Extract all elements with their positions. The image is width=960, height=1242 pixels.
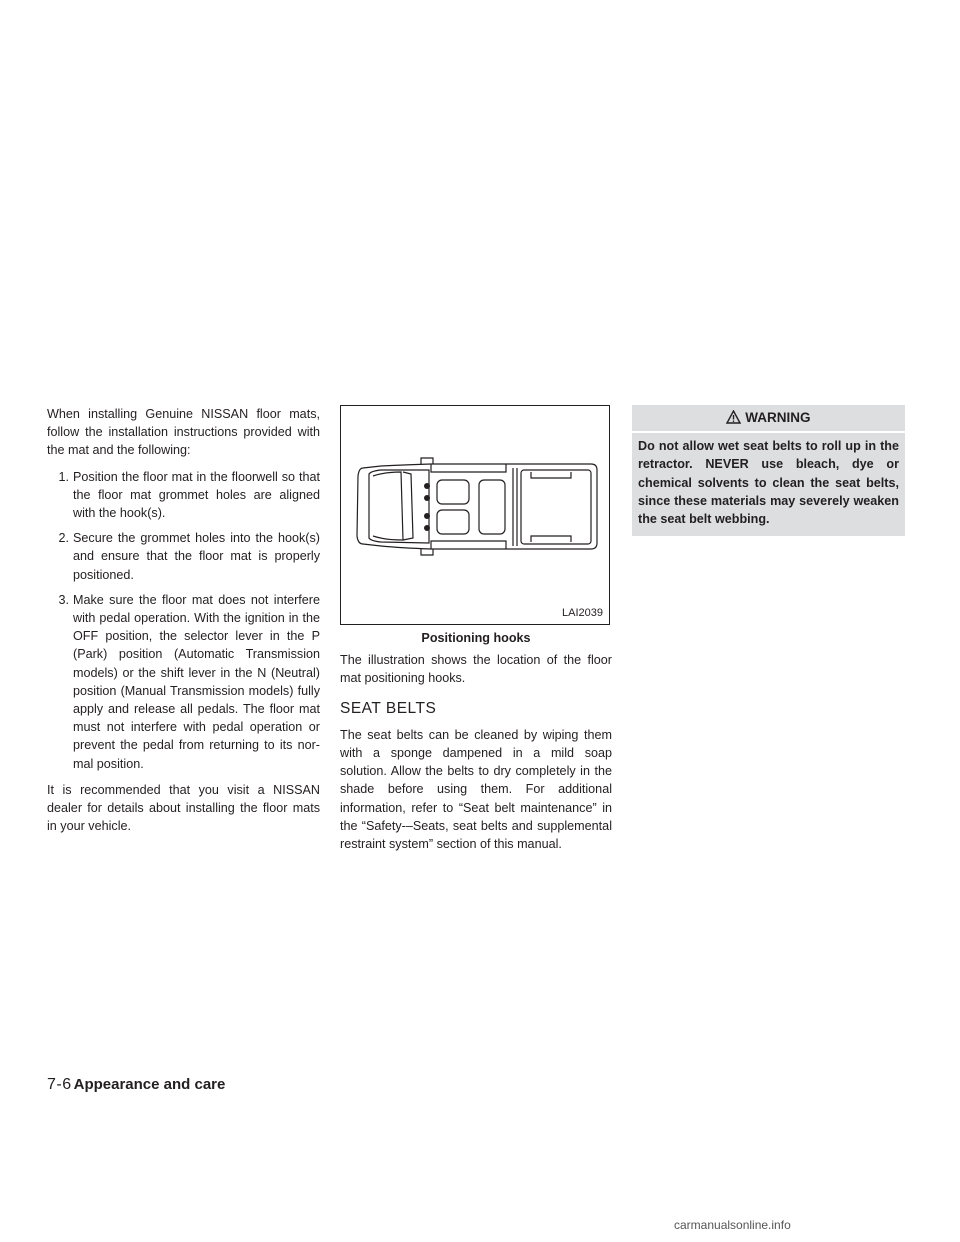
figure-description: The illustration shows the location of the floor mat positioning hooks. [340, 653, 612, 686]
section-title: Appearance and care [73, 1076, 226, 1093]
left-column [47, 405, 320, 843]
step-text: Position the floor mat in the floorwell so that the floor mat grommet holes are aligned with the hook(s). [73, 469, 320, 521]
middle-column [340, 405, 612, 861]
vehicle-top-view-illustration [341, 406, 609, 624]
closing-paragraph: It is recommended that you visit a NISSAN dealer for details about installing the floor mats in your vehicle. [47, 782, 320, 834]
page-footer [47, 1076, 225, 1094]
warning-title [632, 405, 905, 433]
list-item [47, 468, 320, 523]
page-number: 7-6 [47, 1076, 72, 1093]
figure-id: LAI2039 [562, 606, 603, 619]
warning-triangle-icon [726, 410, 741, 424]
intro-paragraph: When installing Genuine NISSAN floor mats, follow the installation instructions provided with the mat and the following: [47, 407, 320, 458]
warning-box [632, 405, 905, 536]
floor-mat-hooks-figure [340, 405, 610, 625]
figure-caption: Positioning hooks [421, 631, 531, 645]
hook-point-icon [424, 483, 430, 489]
step-number: 2. [58, 531, 69, 546]
warning-title-text: WARNING [745, 410, 811, 425]
hook-point-icon [424, 495, 430, 501]
seat-belts-paragraph: The seat belts can be cleaned by wiping them with a sponge dampened in a mild soap solution. Allow the belts to dry completely in the shade before using them. For additional information, refer to “Seat belt maintenance” in the “Safety-–Seats, seat belts and supplemental restraint system” section of this manual. [340, 727, 612, 852]
hook-point-icon [424, 525, 430, 531]
warning-text: Do not allow wet seat belts to roll up in the retractor. NEVER use bleach, dye or chemical solvents to clean the seat belts, since these materials may severely weaken the seat belt webbing. [638, 439, 899, 527]
list-item [47, 591, 320, 773]
list-item [47, 529, 320, 584]
step-number: 1. [58, 469, 69, 484]
step-text: Secure the grommet holes into the hook(s) and ensure that the floor mat is properly positioned. [73, 531, 320, 582]
hook-point-icon [424, 513, 430, 519]
right-column [632, 405, 905, 536]
seat-belts-heading: SEAT BELTS [340, 699, 437, 717]
step-number: 3. [58, 592, 69, 607]
step-text: Make sure the floor mat does not interfere with pedal operation. With the ignition in the OFF position, the selector lever in the P (Park) position (Automatic Transmission models) or the shift lever in the N (Neutral) position (Manual Transmission models) fully apply and release all pedals. The floor mat must not interfere with pedal operation or prevent the pedal from returning to its nor-mal position. [73, 592, 320, 771]
install-steps-list [47, 468, 320, 773]
site-watermark: carmanualsonline.info [674, 1218, 791, 1232]
